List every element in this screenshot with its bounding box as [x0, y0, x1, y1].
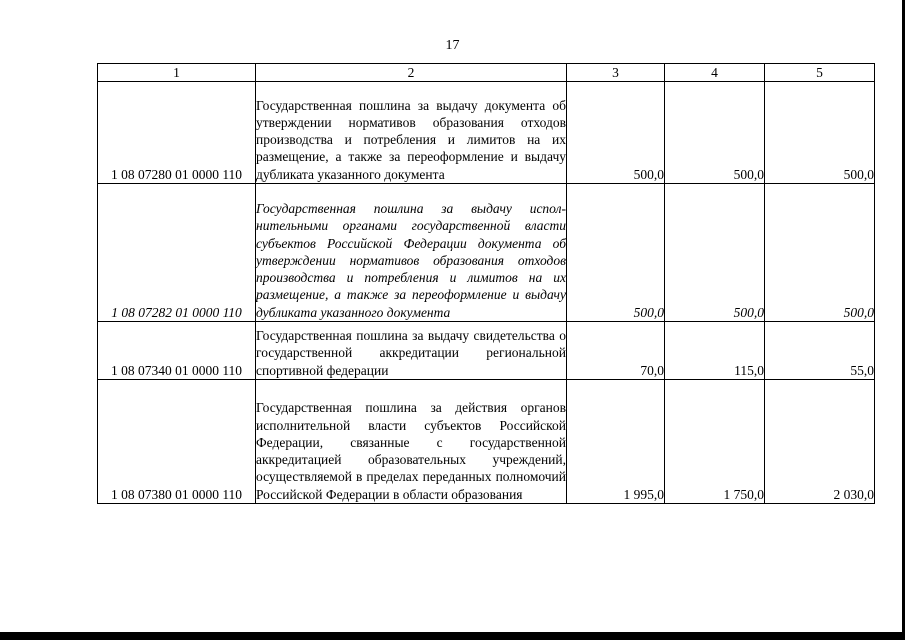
budget-code-cell: 1 08 07380 01 0000 110 [98, 380, 256, 504]
amount-col4-cell: 115,0 [665, 322, 765, 380]
revenue-name-cell: Государственная пошлина за выдачу свидетельства о государственной аккредитации региональной спортивной федерации [256, 322, 567, 380]
table-row [98, 380, 875, 504]
amount-col3-cell: 1 995,0 [567, 380, 665, 504]
column-header: 4 [665, 64, 765, 82]
budget-revenue-table [97, 63, 875, 504]
budget-code-cell: 1 08 07340 01 0000 110 [98, 322, 256, 380]
column-header: 3 [567, 64, 665, 82]
page-number: 17 [445, 38, 460, 53]
revenue-name-cell: Государственная пошлина за действия органов исполнительной власти субъектов Российской Федерации, связанные с государственной аккредитацией образовательных учреждений, осуществляемой в пределах переданных полномочий Российской Федерации в области образования [256, 380, 567, 504]
column-header: 5 [765, 64, 875, 82]
amount-col3-cell: 500,0 [567, 82, 665, 184]
amount-col5-cell: 500,0 [765, 82, 875, 184]
amount-col4-cell: 1 750,0 [665, 380, 765, 504]
amount-col3-cell: 70,0 [567, 322, 665, 380]
table-header-row [98, 64, 875, 82]
revenue-name-cell: Государственная пошлина за выдачу исполнительными органами государственной власти субъектов Российской Федерации документа об утверждении нормативов образования отходов производства и потребления и лимитов на их размещение, а также за переоформление и выдачу дубликата указанного документа [256, 184, 567, 322]
revenue-name-cell: Государственная пошлина за выдачу документа об утверждении нормативов образования отходов производства и потребления и лимитов на их размещение, а также за переоформление и выдачу дубликата указанного документа [256, 82, 567, 184]
amount-col3-cell: 500,0 [567, 184, 665, 322]
table-row [98, 322, 875, 380]
column-header: 1 [98, 64, 256, 82]
amount-col4-cell: 500,0 [665, 82, 765, 184]
scan-edge-bottom [0, 632, 905, 640]
amount-col4-cell: 500,0 [665, 184, 765, 322]
table-row [98, 184, 875, 322]
column-header: 2 [256, 64, 567, 82]
amount-col5-cell: 55,0 [765, 322, 875, 380]
table-row [98, 82, 875, 184]
budget-code-cell: 1 08 07280 01 0000 110 [98, 82, 256, 184]
amount-col5-cell: 500,0 [765, 184, 875, 322]
budget-code-cell: 1 08 07282 01 0000 110 [98, 184, 256, 322]
amount-col5-cell: 2 030,0 [765, 380, 875, 504]
